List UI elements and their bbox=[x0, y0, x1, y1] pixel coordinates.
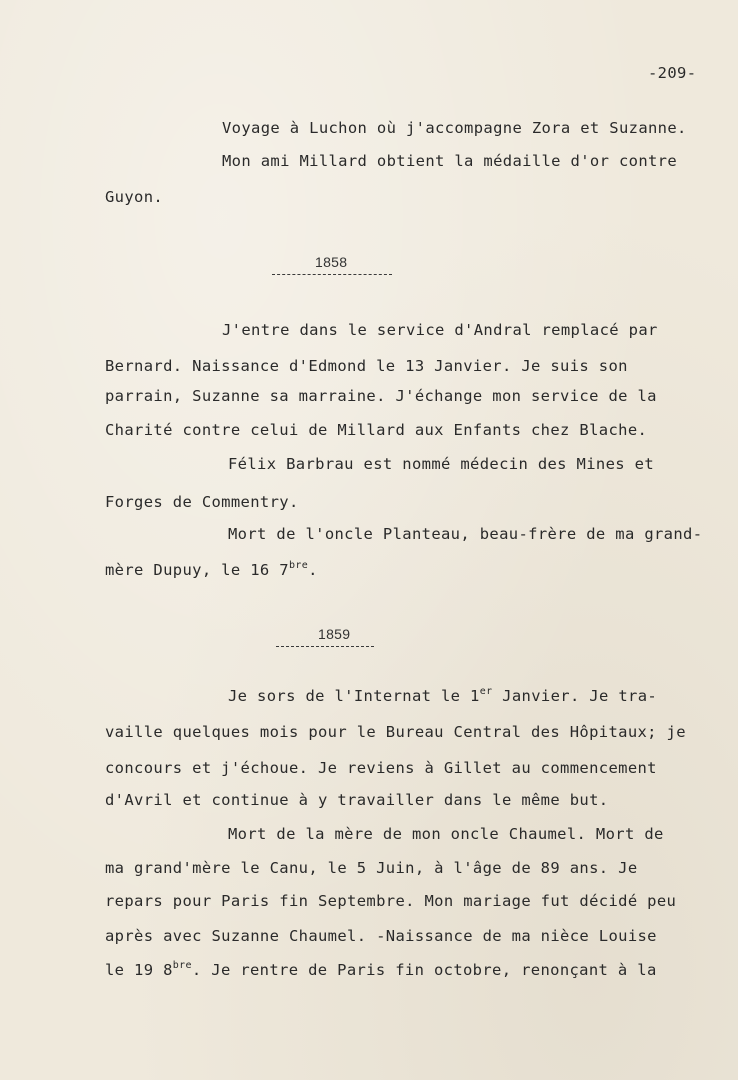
text-line: Guyon. bbox=[105, 188, 164, 206]
text-line: après avec Suzanne Chaumel. -Naissance de ma nièce Louise bbox=[105, 927, 657, 945]
text-line: Bernard. Naissance d'Edmond le 13 Janvier. Je suis son bbox=[105, 357, 628, 375]
text-line: Forges de Commentry. bbox=[105, 493, 299, 511]
year-underline bbox=[272, 274, 392, 275]
text-line: Mort de la mère de mon oncle Chaumel. Mort de bbox=[228, 825, 664, 843]
text-line: repars pour Paris fin Septembre. Mon mariage fut décidé peu bbox=[105, 892, 677, 910]
year-underline bbox=[276, 646, 374, 647]
section-year: 1859 bbox=[318, 626, 351, 642]
text-line: parrain, Suzanne sa marraine. J'échange mon service de la bbox=[105, 387, 657, 405]
text-line: Voyage à Luchon où j'accompagne Zora et Suzanne. bbox=[222, 119, 687, 137]
page-number: -209- bbox=[648, 64, 697, 82]
text-line: vaille quelques mois pour le Bureau Central des Hôpitaux; je bbox=[105, 723, 686, 741]
text-line: Mon ami Millard obtient la médaille d'or contre bbox=[222, 152, 678, 170]
text-line: ma grand'mère le Canu, le 5 Juin, à l'âge de 89 ans. Je bbox=[105, 859, 638, 877]
text-line: d'Avril et continue à y travailler dans le même but. bbox=[105, 791, 609, 809]
text-line: le 19 $8^{bre}$. Je rentre de Paris fin octobre, renonçant à la bbox=[105, 960, 657, 979]
text-line: Mort de l'oncle Planteau, beau-frère de ma grand- bbox=[228, 525, 703, 543]
text-line: J'entre dans le service d'Andral remplacé par bbox=[222, 321, 658, 339]
text-line: Charité contre celui de Millard aux Enfants chez Blache. bbox=[105, 421, 648, 439]
section-year: 1858 bbox=[315, 254, 348, 270]
text-line: Je sors de l'Internat le 1er Janvier. Je tra- bbox=[228, 686, 658, 705]
text-line: mère Dupuy, le 16 $7^{bre}$. bbox=[105, 560, 318, 579]
text-line: concours et j'échoue. Je reviens à Gillet au commencement bbox=[105, 759, 657, 777]
text-line: Félix Barbrau est nommé médecin des Mines et bbox=[228, 455, 654, 473]
